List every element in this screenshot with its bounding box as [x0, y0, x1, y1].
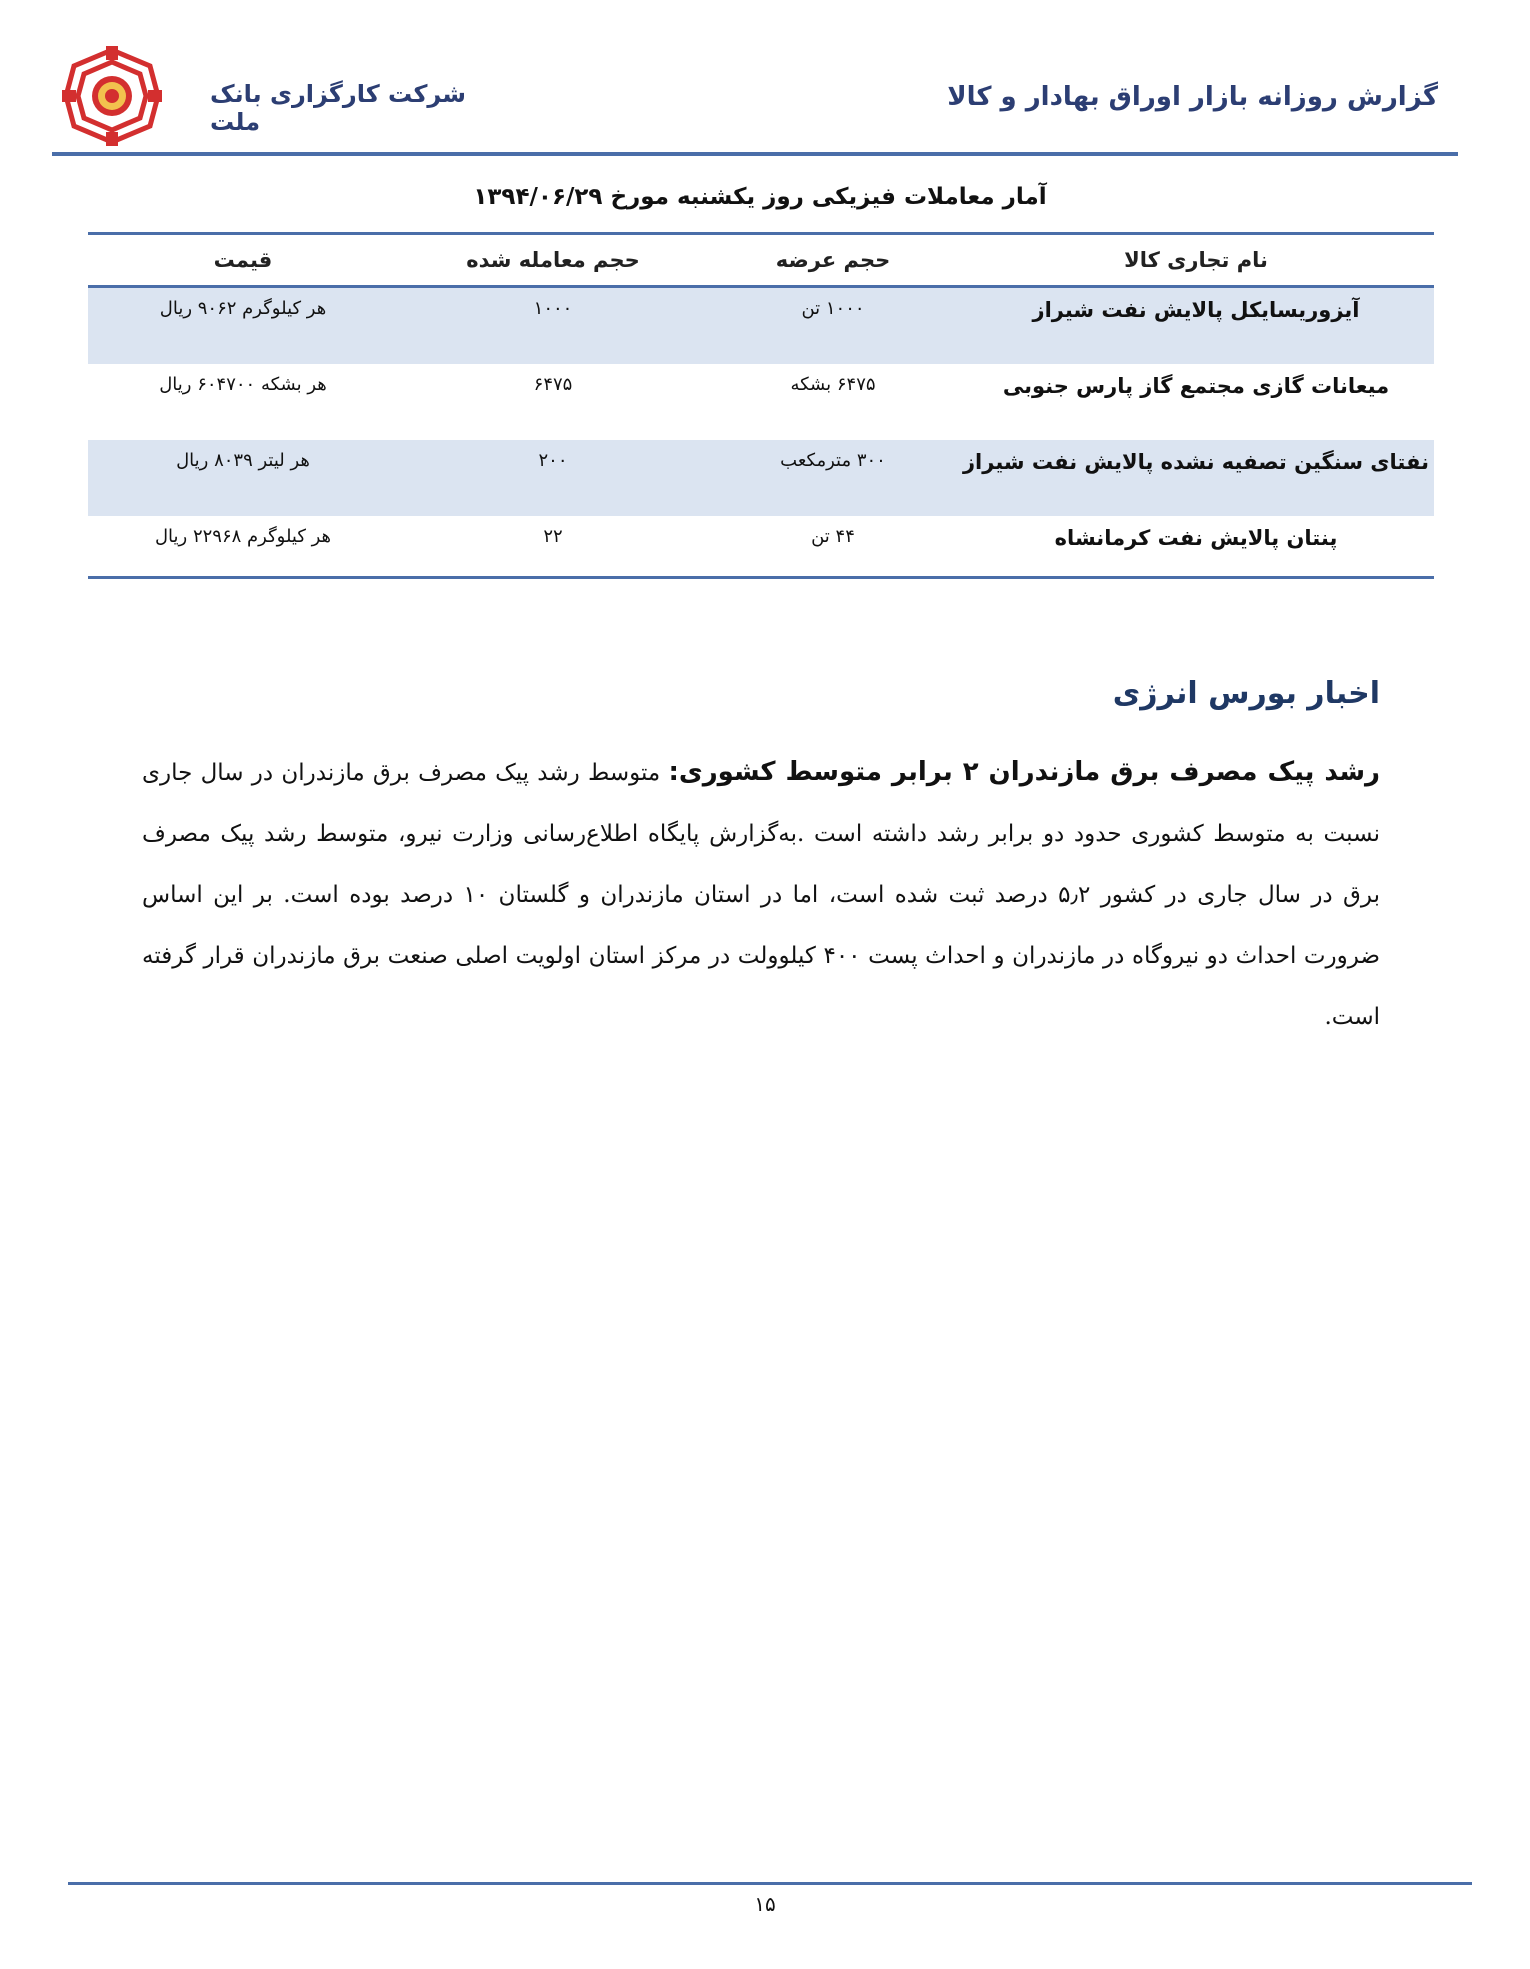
cell-supply: ۱۰۰۰ تن: [708, 287, 958, 365]
cell-traded: ۶۴۷۵: [533, 374, 573, 395]
section-title: اخبار بورس انرژی: [1112, 676, 1380, 711]
news-text: متوسط رشد پیک مصرف برق مازندران در سال جاری نسبت به متوسط کشوری حدود دو برابر رشد داشته است .به‌گزارش پایگاه اطلاع‌رسانی وزارت نیرو، متوسط رشد پیک مصرف برق در سال جاری در کشور ۵٫۲ درصد ثبت شده است، اما در استان مازندران و گلستان ۱۰ درصد بوده است. بر این اساس ضرورت احداث دو نیروگاه در مازندران و احداث پست ۴۰۰ کیلوولت در مرکز استان اولویت اصلی صنعت برق مازندران قرار گرفته است.: [142, 760, 1380, 1030]
cell-price: هر کیلوگرم ۹۰۶۲ ریال: [88, 287, 398, 365]
cell-supply: ۳۰۰ مترمکعب: [708, 440, 958, 516]
column-header-price: قیمت: [88, 234, 398, 287]
column-header-traded: حجم معامله شده: [398, 234, 708, 287]
cell-name: نفتای سنگین تصفیه نشده پالایش نفت شیراز: [958, 440, 1434, 516]
table-row: [88, 516, 1434, 578]
physical-trades-table: [88, 232, 1434, 579]
company-name: شرکت کارگزاری بانک ملت: [210, 80, 466, 136]
header-divider: [52, 152, 1458, 156]
cell-traded: ۱۰۰۰: [398, 287, 708, 365]
cell-supply: ۶۴۷۵ بشکه: [790, 374, 876, 395]
table-row: [88, 287, 1434, 365]
cell-price: هر بشکه ۶۰۴۷۰۰ ریال: [159, 374, 327, 395]
company-logo: [60, 44, 164, 148]
cell-name: میعانات گازی مجتمع گاز پارس جنوبی: [1002, 374, 1390, 398]
news-paragraph: [142, 742, 1380, 1048]
report-title: گزارش روزانه بازار اوراق بهادار و کالا: [947, 82, 1438, 112]
cell-price: هر کیلوگرم ۲۲۹۶۸ ریال: [88, 516, 398, 578]
table-row: [88, 364, 1434, 440]
footer-divider: [68, 1882, 1472, 1885]
cell-traded: ۲۰۰: [398, 440, 708, 516]
table-header-row: [88, 234, 1434, 287]
column-header-name: نام تجاری کالا: [958, 234, 1434, 287]
cell-traded: ۲۲: [398, 516, 708, 578]
table-caption: آمار معاملات فیزیکی روز یکشنبه مورخ ۱۳۹۴/۰۶/۲۹: [473, 184, 1047, 210]
column-header-supply: حجم عرضه: [708, 234, 958, 287]
cell-name: پنتان پالایش نفت کرمانشاه: [958, 516, 1434, 578]
news-headline: رشد پیک مصرف برق مازندران ۲ برابر متوسط کشوری:: [668, 757, 1380, 787]
page-number: ۱۵: [754, 1892, 776, 1916]
table-row: [88, 440, 1434, 516]
cell-name: آیزوریسایکل پالایش نفت شیراز: [958, 287, 1434, 365]
cell-supply: ۴۴ تن: [708, 516, 958, 578]
cell-price: هر لیتر ۸۰۳۹ ریال: [88, 440, 398, 516]
